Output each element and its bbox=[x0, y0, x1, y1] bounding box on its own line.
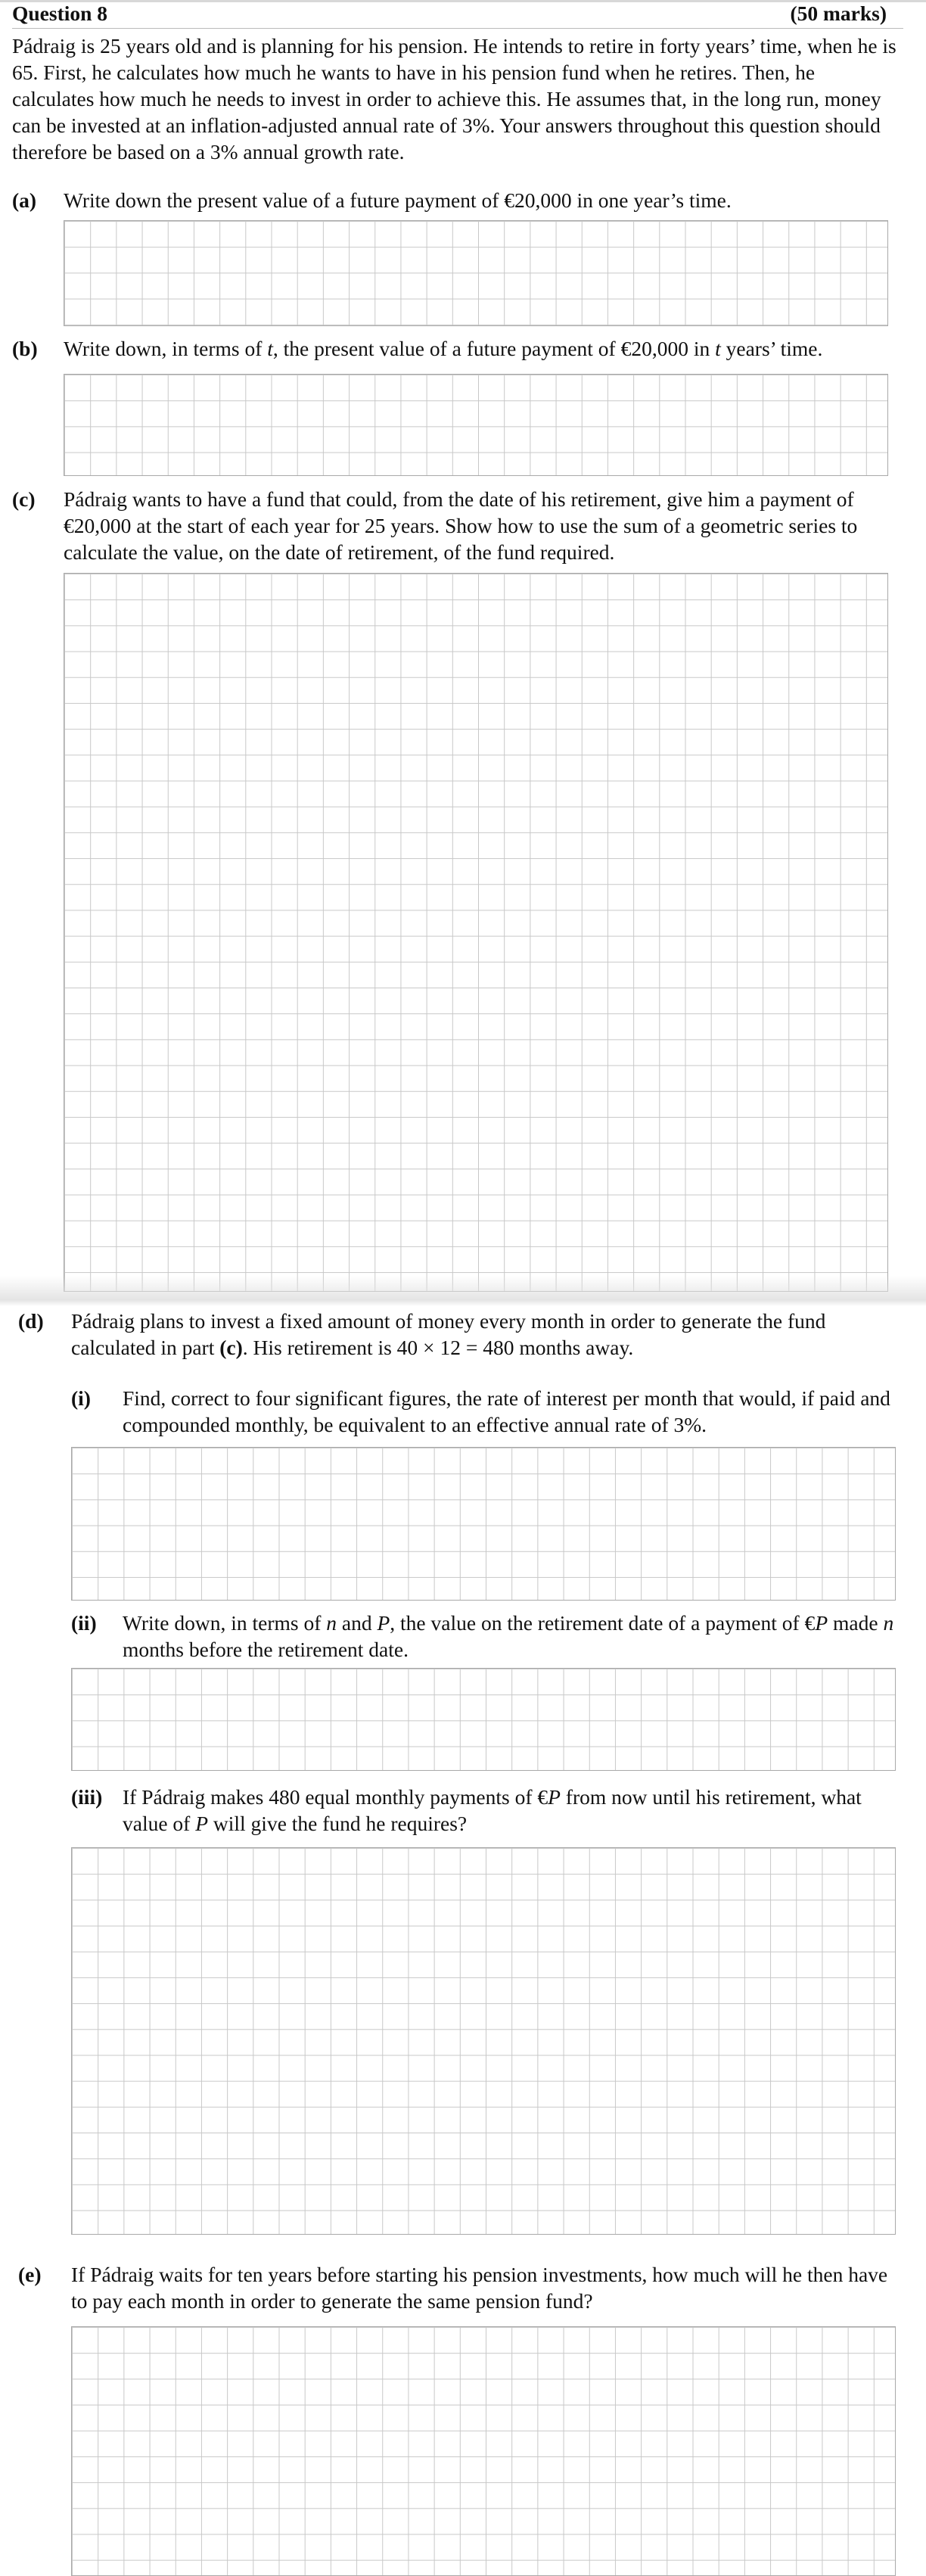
part-d-label: (d) bbox=[18, 1309, 44, 1333]
answer-grid-d-i[interactable] bbox=[71, 1447, 896, 1601]
part-e-text: If Pádraig waits for ten years before starting his pension investments, how much will he then have to pay each month in order to generate the same pension fund? bbox=[71, 2263, 888, 2313]
part-d-text: Pádraig plans to invest a fixed amount of money every month in order to generate the fund calculated in part (c). His retirement is 40 × 12 = 480 months away. bbox=[71, 1309, 826, 1359]
answer-grid-b[interactable] bbox=[64, 374, 888, 476]
answer-grid-a[interactable] bbox=[64, 220, 888, 326]
question-title: Question 8 bbox=[12, 2, 108, 25]
header-divider bbox=[12, 28, 903, 29]
page-top-edge bbox=[0, 0, 926, 2]
answer-grid-c[interactable] bbox=[64, 573, 888, 1292]
page-break-shadow bbox=[0, 1276, 926, 1306]
part-d-ii-label: (ii) bbox=[71, 1611, 97, 1635]
part-a-label: (a) bbox=[12, 188, 37, 212]
part-c-label: (c) bbox=[12, 487, 36, 511]
part-b-label: (b) bbox=[12, 337, 38, 360]
part-a-text: Write down the present value of a future payment of €20,000 in one year’s time. bbox=[64, 188, 732, 212]
part-d-iii-text: If Pádraig makes 480 equal monthly payments of €P from now until his retirement, what value of P will give the fund he requires? bbox=[123, 1785, 862, 1835]
part-d-ii-text: Write down, in terms of n and P, the value on the retirement date of a payment of €P made n months before the retirement date. bbox=[123, 1611, 894, 1661]
part-c-text: Pádraig wants to have a fund that could, from the date of his retirement, give him a payment of €20,000 at the start of each year for 25 years. Show how to use the sum of a geometric series to calculate the value, on the date of retirement, of the fund required. bbox=[64, 487, 858, 564]
part-d-i-label: (i) bbox=[71, 1386, 91, 1410]
part-d-i-text: Find, correct to four significant figures, the rate of interest per month that would, if paid and compounded monthly, be equivalent to an effective annual rate of 3%. bbox=[123, 1386, 890, 1436]
part-b-text: Write down, in terms of t, the present value of a future payment of €20,000 in t years’ time. bbox=[64, 337, 823, 360]
marks-label: (50 marks) bbox=[790, 2, 887, 25]
intro-paragraph: Pádraig is 25 years old and is planning for his pension. He intends to retire in forty years’ time, when he is 65. First, he calculates how much he wants to have in his pension fund when he retires. Then, he calculates how much he needs to invest in order to achieve this. He assumes that, in the long run, money can be invested at an inflation-adjusted annual rate of 3%. Your answers throughout this question should therefore be based on a 3% annual growth rate. bbox=[12, 34, 896, 163]
answer-grid-e[interactable] bbox=[71, 2326, 896, 2576]
part-d-iii-label: (iii) bbox=[71, 1785, 103, 1809]
part-e-label: (e) bbox=[18, 2263, 42, 2286]
answer-grid-d-iii[interactable] bbox=[71, 1847, 896, 2235]
answer-grid-d-ii[interactable] bbox=[71, 1668, 896, 1771]
